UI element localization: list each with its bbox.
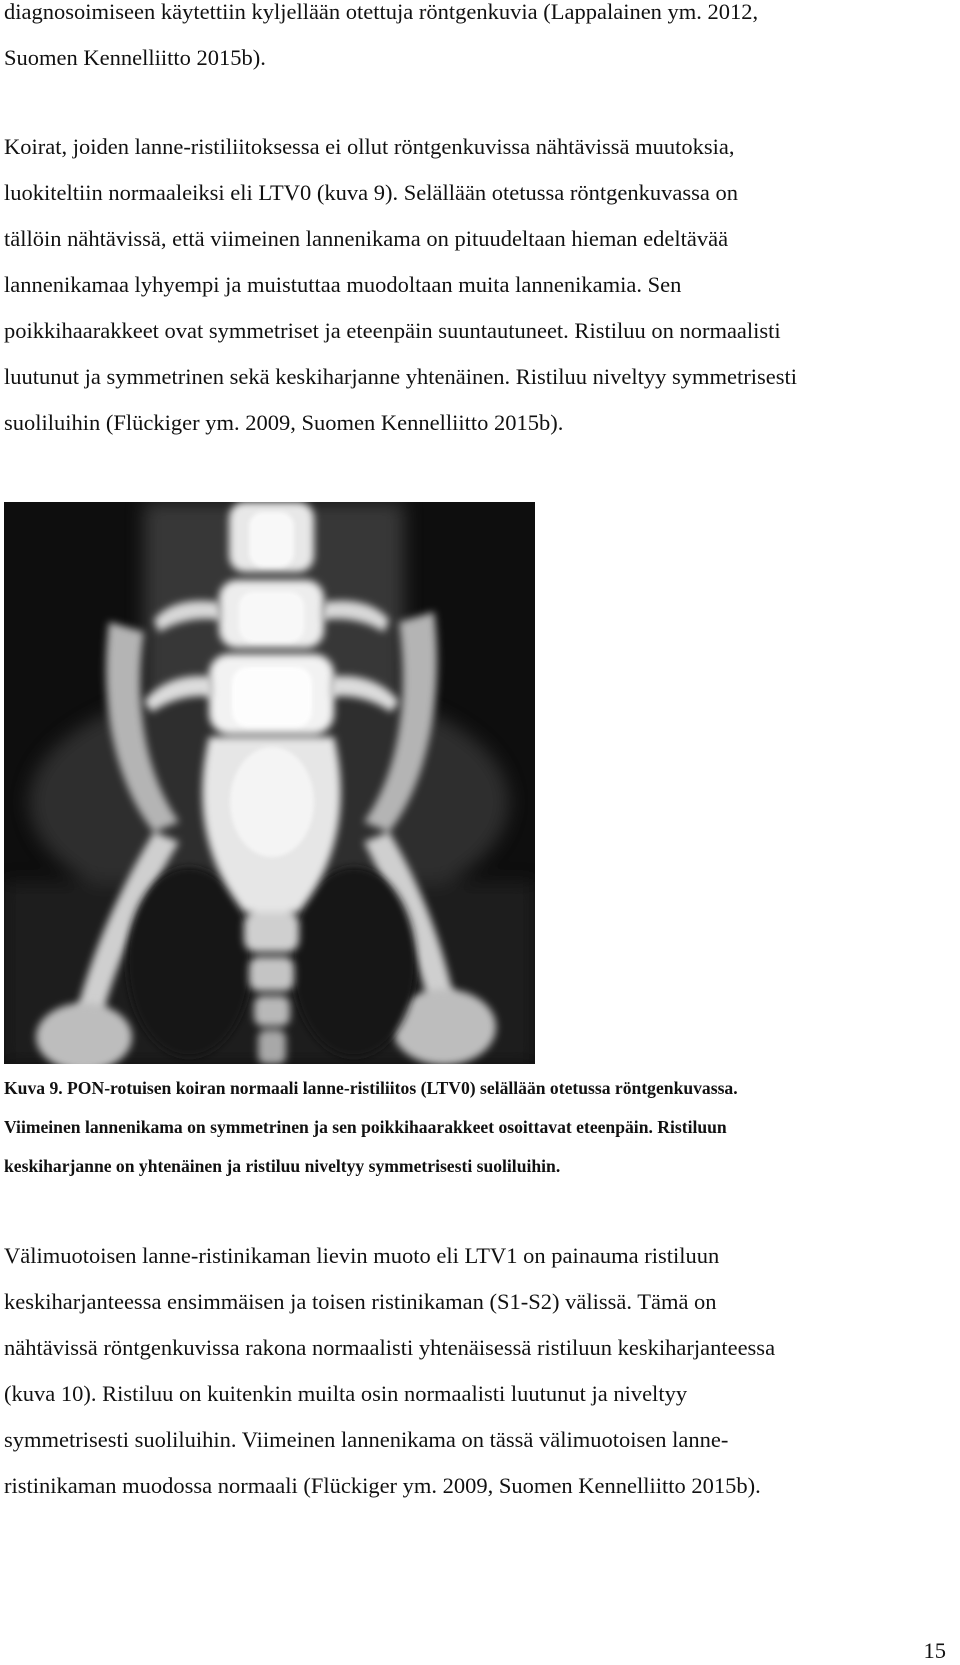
text-line: suoliluihin (Flückiger ym. 2009, Suomen Kennelliitto 2015b). — [4, 410, 564, 435]
text-line: (kuva 10). Ristiluu on kuitenkin muilta osin normaalisti luutunut ja niveltyy — [4, 1381, 688, 1406]
text-line: Koirat, joiden lanne-ristiliitoksessa ei ollut röntgenkuvissa nähtävissä muutoksia, — [4, 134, 735, 159]
text-line: keskiharjanteessa ensimmäisen ja toisen ristinikaman (S1-S2) välissä. Tämä on — [4, 1289, 717, 1314]
text-line: Suomen Kennelliitto 2015b). — [4, 45, 266, 70]
xray-image — [4, 502, 535, 1064]
xray-illustration — [4, 502, 535, 1064]
paragraph-ltv1 — [4, 1233, 916, 1509]
caption-line: Viimeinen lannenikama on symmetrinen ja sen poikkihaarakkeet osoittavat eteenpäin. Ristiluun — [4, 1117, 727, 1137]
text-line: ristinikaman muodossa normaali (Flückiger ym. 2009, Suomen Kennelliitto 2015b). — [4, 1473, 761, 1498]
text-line: poikkihaarakkeet ovat symmetriset ja eteenpäin suuntautuneet. Ristiluu on normaalisti — [4, 318, 781, 343]
text-line: diagnosoimiseen käytettiin kyljellään otettuja röntgenkuvia (Lappalainen ym. 2012, — [4, 0, 759, 24]
text-line: luutunut ja symmetrinen sekä keskiharjanne yhtenäinen. Ristiluu niveltyy symmetrisesti — [4, 364, 797, 389]
text-line: Välimuotoisen lanne-ristinikaman lievin muoto eli LTV1 on painauma ristiluun — [4, 1243, 720, 1268]
page-number: 15 — [923, 1638, 946, 1663]
caption-line: Kuva 9. PON-rotuisen koiran normaali lanne-ristiliitos (LTV0) selällään otetussa röntgenkuvassa. — [4, 1078, 738, 1098]
text-line: luokiteltiin normaaleiksi eli LTV0 (kuva 9). Selällään otetussa röntgenkuvassa on — [4, 180, 739, 205]
caption-line: keskiharjanne on yhtenäinen ja ristiluu niveltyy symmetrisesti suoliluihin. — [4, 1156, 561, 1176]
text-line: symmetrisesti suoliluihin. Viimeinen lannenikama on tässä välimuotoisen lanne- — [4, 1427, 729, 1452]
text-line: lannenikamaa lyhyempi ja muistuttaa muodoltaan muita lannenikamia. Sen — [4, 272, 682, 297]
figure-caption — [4, 1069, 924, 1186]
paragraph-continued — [4, 0, 916, 81]
text-line: nähtävissä röntgenkuvissa rakona normaalisti yhtenäisessä ristiluun keskiharjanteessa — [4, 1335, 776, 1360]
paragraph-ltv0 — [4, 124, 916, 446]
text-line: tällöin nähtävissä, että viimeinen lannenikama on pituudeltaan hieman edeltävää — [4, 226, 729, 251]
